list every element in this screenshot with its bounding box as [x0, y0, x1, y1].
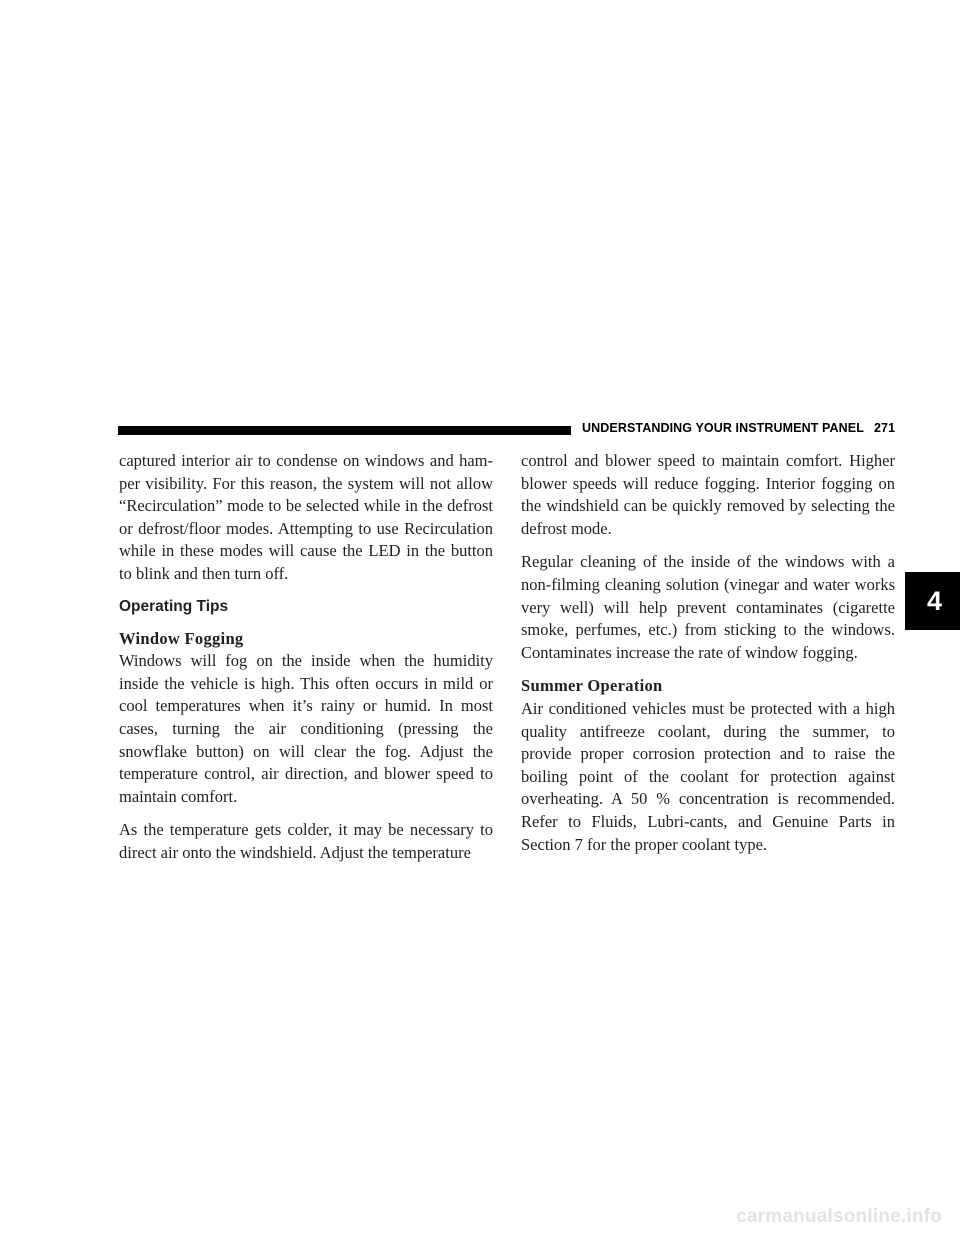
right-column	[521, 450, 895, 867]
paragraph: As the temperature gets colder, it may be necessary to direct air onto the windshield. Adjust the temperature	[119, 820, 493, 862]
header-rule	[118, 426, 571, 435]
paragraph: Regular cleaning of the inside of the windows with a non-filming cleaning solution (vinegar and water works very well) will help prevent contaminates (cigarette smoke, perfumes, etc.) from sticking to the windows. Contaminates increase the rate of window fogging.	[521, 552, 895, 662]
chapter-tab: 4	[905, 572, 960, 630]
paragraph: control and blower speed to maintain comfort. Higher blower speeds will reduce fogging. Interior fogging on the windshield can be quickly removed by selecting the defrost mode.	[521, 451, 895, 538]
paragraph: Air conditioned vehicles must be protected with a high quality antifreeze coolant, during the summer, to provide proper corrosion protection and to raise the boiling point of the coolant for protection against overheating. A 50 % concentration is recommended. Refer to Fluids, Lubri-cants, and Genuine Parts in Section 7 for the proper coolant type.	[521, 698, 895, 854]
subheading-window-fogging: Window Fogging	[119, 628, 244, 648]
paragraph: captured interior air to condense on windows and ham-per visibility. For this reason, the system will not allow “Recirculation” mode to be selected while in the defrost or defrost/floor modes. Attempting to use Recirculation while in these modes will cause the LED in the button to blink and then turn off.	[119, 451, 493, 583]
header-title: UNDERSTANDING YOUR INSTRUMENT PANEL	[582, 421, 864, 435]
paragraph: Windows will fog on the inside when the humidity inside the vehicle is high. This often occurs in mild or cool temperatures when it’s rainy or humid. In most cases, turning the air conditioning (pressing the snowflake button) on will clear the fog. Adjust the temperature control, air direction, and blower speed to maintain comfort.	[119, 651, 493, 806]
page-number: 271	[873, 421, 896, 435]
section-heading: Operating Tips	[119, 597, 229, 615]
watermark: carmanualsonline.info	[736, 1206, 942, 1227]
running-header	[582, 421, 895, 435]
subheading-summer-operation: Summer Operation	[521, 676, 663, 696]
left-column	[119, 450, 493, 876]
